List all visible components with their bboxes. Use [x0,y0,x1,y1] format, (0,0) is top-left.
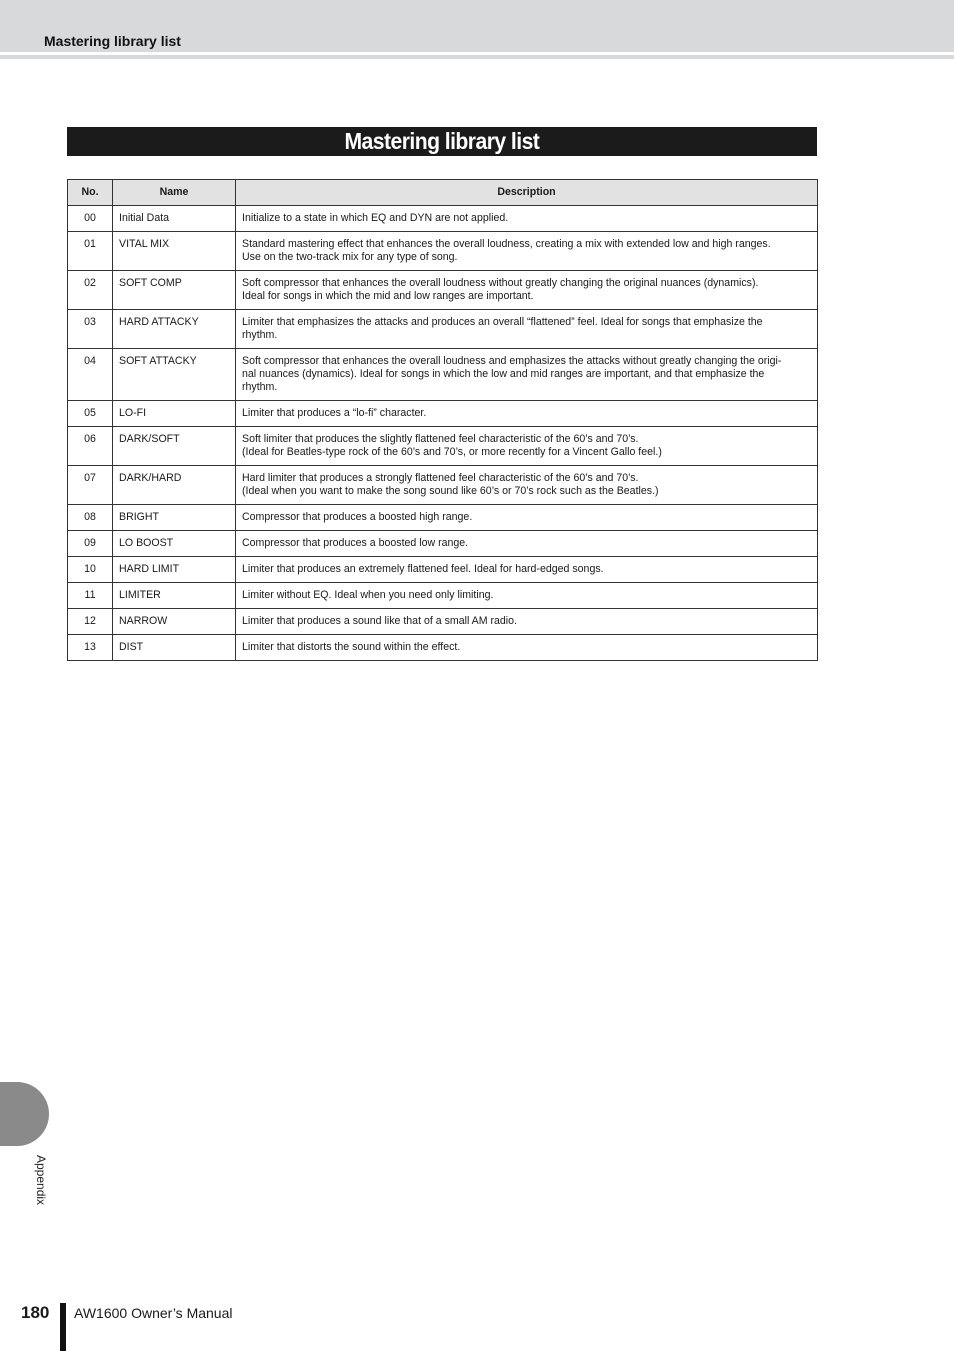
cell-no: 07 [68,466,113,505]
description-line: Limiter that produces a sound like that of a small AM radio. [242,615,517,627]
description-line: Initialize to a state in which EQ and DYN are not applied. [242,212,509,224]
column-header-no: No. [68,180,113,206]
running-header-title: Mastering library list [44,33,181,49]
cell-name: NARROW [113,609,236,635]
cell-name: VITAL MIX [113,232,236,271]
cell-no: 08 [68,505,113,531]
cell-description [236,232,818,271]
description-line: Use on the two-track mix for any type of song. [242,251,458,263]
table-row [68,505,818,531]
cell-description [236,206,818,232]
cell-description [236,466,818,505]
table-row [68,310,818,349]
description-line: Limiter that distorts the sound within the effect. [242,641,461,653]
manual-title: AW1600 Owner’s Manual [74,1305,233,1321]
table-row [68,232,818,271]
page-title-bar [67,127,817,156]
page-title: Mastering library list [344,128,540,154]
description-line: Soft compressor that enhances the overall loudness and emphasizes the attacks without greatly changing the origi- [242,355,782,367]
cell-name: SOFT ATTACKY [113,349,236,401]
cell-no: 02 [68,271,113,310]
header-rule [0,55,954,59]
table-row [68,531,818,557]
cell-no: 12 [68,609,113,635]
cell-name: SOFT COMP [113,271,236,310]
cell-description [236,401,818,427]
cell-no: 00 [68,206,113,232]
cell-name: LO BOOST [113,531,236,557]
cell-description [236,349,818,401]
cell-no: 09 [68,531,113,557]
table-row [68,557,818,583]
table-row [68,609,818,635]
cell-description [236,635,818,661]
description-line: Soft limiter that produces the slightly flattened feel characteristic of the 60’s and 70’s. [242,433,639,445]
cell-no: 10 [68,557,113,583]
cell-description [236,505,818,531]
page-number: 180 [21,1303,50,1322]
cell-name: DIST [113,635,236,661]
cell-name: LO-FI [113,401,236,427]
appendix-tab [0,1082,49,1146]
cell-no: 05 [68,401,113,427]
description-line: Soft compressor that enhances the overall loudness without greatly changing the original nuances (dynamics). [242,277,759,289]
cell-description [236,583,818,609]
table-row [68,401,818,427]
cell-name: DARK/HARD [113,466,236,505]
cell-description [236,531,818,557]
table-header-row [68,180,818,206]
cell-description [236,427,818,466]
table-row [68,271,818,310]
cell-description [236,609,818,635]
description-line: Standard mastering effect that enhances the overall loudness, creating a mix with extended low and high ranges. [242,238,771,250]
cell-no: 03 [68,310,113,349]
cell-name: Initial Data [113,206,236,232]
cell-name: LIMITER [113,583,236,609]
description-line: rhythm. [242,329,278,341]
cell-description [236,271,818,310]
description-line: Limiter that produces an extremely flattened feel. Ideal for hard-edged songs. [242,563,604,575]
table-row [68,427,818,466]
cell-description [236,310,818,349]
table-row [68,635,818,661]
footer-bar [60,1303,66,1351]
cell-name: HARD LIMIT [113,557,236,583]
description-line: Ideal for songs in which the mid and low ranges are important. [242,290,534,302]
appendix-label: Appendix [34,1155,48,1206]
description-line: rhythm. [242,381,278,393]
header-divider [0,52,954,54]
mastering-library-table [67,179,818,661]
table-row [68,349,818,401]
table-body [68,206,818,661]
cell-no: 04 [68,349,113,401]
cell-name: HARD ATTACKY [113,310,236,349]
description-line: Hard limiter that produces a strongly flattened feel characteristic of the 60’s and 70’s. [242,472,639,484]
table-row [68,583,818,609]
description-line: Compressor that produces a boosted low range. [242,537,469,549]
cell-no: 06 [68,427,113,466]
description-line: Limiter that emphasizes the attacks and produces an overall “flattened” feel. Ideal for songs that emphasize the [242,316,763,328]
cell-description [236,557,818,583]
description-line: Compressor that produces a boosted high range. [242,511,473,523]
description-line: (Ideal when you want to make the song sound like 60’s or 70’s rock such as the Beatles.) [242,485,659,497]
description-line: Limiter that produces a “lo-fi” character. [242,407,427,419]
cell-no: 13 [68,635,113,661]
cell-name: BRIGHT [113,505,236,531]
cell-no: 01 [68,232,113,271]
table-row [68,466,818,505]
cell-name: DARK/SOFT [113,427,236,466]
column-header-name: Name [113,180,236,206]
description-line: (Ideal for Beatles-type rock of the 60’s and 70’s, or more recently for a Vincent Gallo feel.) [242,446,662,458]
column-header-description: Description [236,180,818,206]
description-line: nal nuances (dynamics). Ideal for songs in which the low and mid ranges are important, and that emphasize the [242,368,765,380]
table-row [68,206,818,232]
cell-no: 11 [68,583,113,609]
description-line: Limiter without EQ. Ideal when you need only limiting. [242,589,494,601]
